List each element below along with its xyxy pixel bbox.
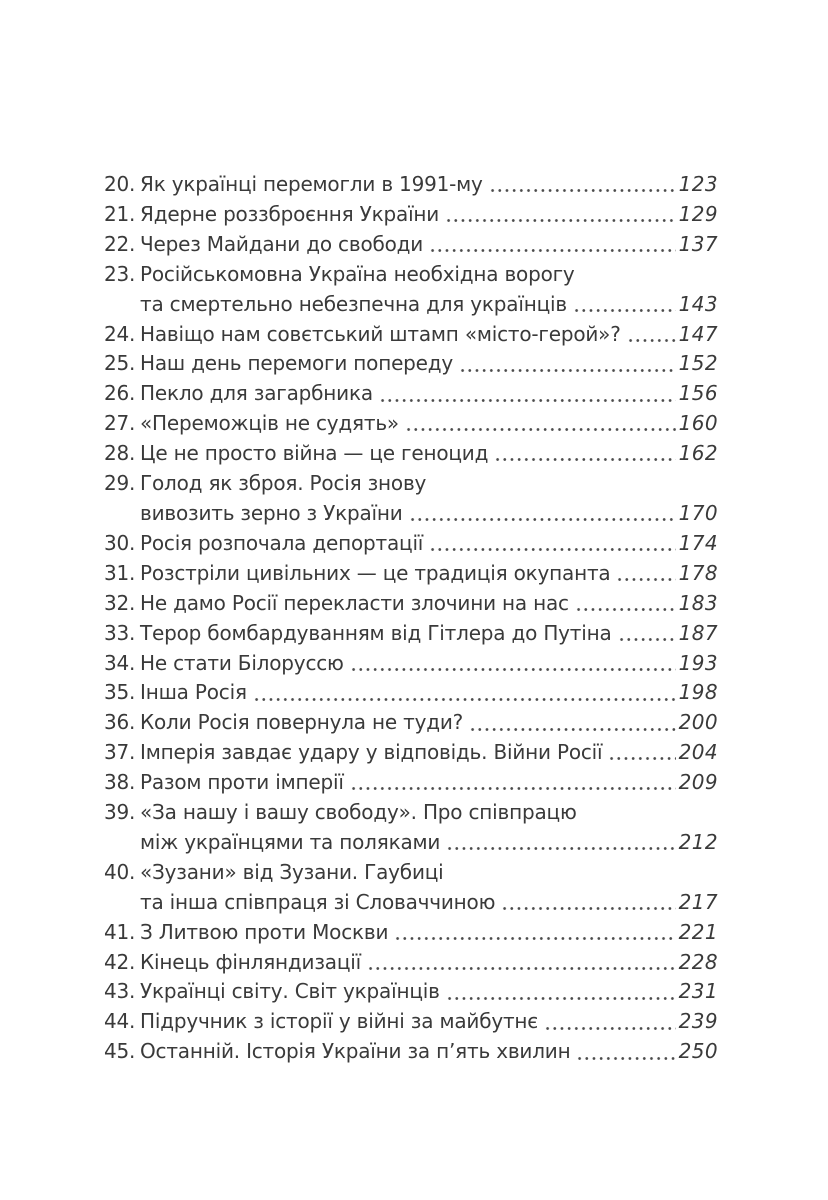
toc-entry-title: Навіщо нам совєтський штамп «місто-герой»? xyxy=(140,321,621,346)
toc-entry-line xyxy=(140,977,718,1007)
toc-entry-page-number: 170 xyxy=(678,500,718,525)
dot-leader xyxy=(576,1037,675,1067)
toc-entry-body xyxy=(140,619,718,649)
toc-entry-page-number: 174 xyxy=(678,530,718,555)
dot-leader xyxy=(409,499,676,529)
toc-entry-line xyxy=(140,230,718,260)
toc-entry xyxy=(104,918,718,948)
dot-leader xyxy=(608,738,675,768)
toc-entry-page-number: 193 xyxy=(678,650,718,675)
toc-entry-body xyxy=(140,678,718,708)
toc-entry-number: 34. xyxy=(104,650,136,675)
toc-entry-number: 24. xyxy=(104,321,136,346)
toc-entry-title: Ядерне роззброєння України xyxy=(140,201,440,226)
toc-entry-number: 30. xyxy=(104,530,136,555)
dot-leader xyxy=(575,589,676,619)
toc-entry xyxy=(104,948,718,978)
toc-entry-line xyxy=(140,678,718,708)
dot-leader xyxy=(367,948,676,978)
toc-entry-line xyxy=(140,349,718,379)
dot-leader xyxy=(616,559,675,589)
toc-entry-title: Інша Росія xyxy=(140,680,247,705)
toc-entry-body xyxy=(140,977,718,1007)
toc-entry-line xyxy=(140,918,718,948)
toc-entry-title: Голод як зброя. Росія знову xyxy=(140,471,427,496)
toc-entry-number: 45. xyxy=(104,1039,136,1064)
toc-entry-page-number: 143 xyxy=(678,291,718,316)
dot-leader xyxy=(459,349,676,379)
toc-entry-line xyxy=(140,409,718,439)
toc-entry-title: Розстріли цивільних — це традиція окупанта xyxy=(140,560,611,585)
toc-entry xyxy=(104,349,718,379)
toc-entry-line xyxy=(140,469,718,499)
toc-entry xyxy=(104,320,718,350)
toc-entry xyxy=(104,649,718,679)
toc-entry-title: «За нашу і вашу свободу». Про співпрацю xyxy=(140,800,577,825)
toc-entry-page-number: 183 xyxy=(678,590,718,615)
toc-entry-line xyxy=(140,200,718,230)
toc-entry-page-number: 137 xyxy=(678,231,718,256)
toc-entry xyxy=(104,230,718,260)
toc-entry-number: 31. xyxy=(104,560,136,585)
toc-entry-body xyxy=(140,439,718,469)
toc-entry xyxy=(104,200,718,230)
dot-leader xyxy=(573,290,676,320)
toc-entry-line xyxy=(140,948,718,978)
dot-leader xyxy=(627,320,676,350)
toc-entry-page-number: 152 xyxy=(678,351,718,376)
toc-entry-body xyxy=(140,708,718,738)
toc-entry-title: Пекло для загарбника xyxy=(140,381,373,406)
toc-entry-title: Як українці перемогли в 1991-му xyxy=(140,172,483,196)
toc-entry-line xyxy=(140,379,718,409)
toc-entry-number: 43. xyxy=(104,979,136,1004)
toc-entry-number: 20. xyxy=(104,172,136,196)
dot-leader xyxy=(394,918,675,948)
toc-entry xyxy=(104,589,718,619)
toc-entry xyxy=(104,619,718,649)
toc-entry-number: 27. xyxy=(104,411,136,436)
toc-entry-number: 38. xyxy=(104,770,136,795)
dot-leader xyxy=(494,439,675,469)
toc-entry-number: 35. xyxy=(104,680,136,705)
toc-entry-line xyxy=(140,828,718,858)
dot-leader xyxy=(405,409,676,439)
toc-entry-page-number: 228 xyxy=(678,949,718,974)
dot-leader xyxy=(350,649,676,679)
toc-entry-body xyxy=(140,379,718,409)
toc-entry xyxy=(104,738,718,768)
toc-entry-number: 40. xyxy=(104,859,136,884)
toc-entry-line xyxy=(140,708,718,738)
toc-entry-title: Наш день перемоги попереду xyxy=(140,351,454,376)
toc-entry-body xyxy=(140,349,718,379)
toc-entry-body xyxy=(140,559,718,589)
toc-entry-line xyxy=(140,738,718,768)
toc-entry-line xyxy=(140,888,718,918)
toc-entry xyxy=(104,439,718,469)
dot-leader xyxy=(501,888,675,918)
toc-entry-line xyxy=(140,320,718,350)
toc-entry-title: вивозить зерно з України xyxy=(140,500,403,525)
toc-entry-number: 21. xyxy=(104,201,136,226)
toc-entry-line xyxy=(140,170,718,200)
toc-entry-page-number: 250 xyxy=(678,1039,718,1064)
toc-entry-page-number: 217 xyxy=(678,889,718,914)
toc-entry-number: 26. xyxy=(104,381,136,406)
toc-entry-title: «Переможців не судять» xyxy=(140,411,399,436)
toc-entry-body xyxy=(140,529,718,559)
dot-leader xyxy=(429,230,676,260)
toc-entry-body xyxy=(140,320,718,350)
toc-entry-title: Росія розпочала депортації xyxy=(140,530,424,555)
toc-entry-page-number: 198 xyxy=(678,680,718,705)
toc-entry-number: 28. xyxy=(104,441,136,466)
toc-entry-title: та смертельно небезпечна для українців xyxy=(140,291,567,316)
toc-entry-line xyxy=(140,260,718,290)
toc-entry-line xyxy=(140,768,718,798)
toc-entry xyxy=(104,768,718,798)
table-of-contents xyxy=(104,170,718,1067)
toc-entry-title: Терор бомбардуванням від Гітлера до Путіна xyxy=(140,620,612,645)
toc-entry-body xyxy=(140,1007,718,1037)
toc-entry-number: 25. xyxy=(104,351,136,376)
toc-entry xyxy=(104,858,718,918)
toc-entry xyxy=(104,409,718,439)
toc-entry-line xyxy=(140,290,718,320)
toc-entry-page-number: 209 xyxy=(678,770,718,795)
toc-entry-page-number: 200 xyxy=(678,710,718,735)
toc-entry xyxy=(104,708,718,738)
toc-entry-body xyxy=(140,589,718,619)
toc-entry xyxy=(104,379,718,409)
toc-entry-page-number: 231 xyxy=(678,979,718,1004)
toc-entry-number: 41. xyxy=(104,919,136,944)
dot-leader xyxy=(489,170,676,200)
dot-leader xyxy=(469,708,676,738)
toc-entry-line xyxy=(140,858,718,888)
toc-entry-line xyxy=(140,1007,718,1037)
toc-entry-page-number: 123 xyxy=(678,172,718,196)
toc-entry-title: між українцями та поляками xyxy=(140,829,441,854)
toc-entry-body xyxy=(140,230,718,260)
dot-leader xyxy=(429,529,675,559)
toc-entry-number: 33. xyxy=(104,620,136,645)
toc-entry-line xyxy=(140,798,718,828)
toc-entry-line xyxy=(140,439,718,469)
toc-entry xyxy=(104,260,718,320)
toc-entry-line xyxy=(140,529,718,559)
toc-entry-page-number: 162 xyxy=(678,441,718,466)
toc-entry-number: 32. xyxy=(104,590,136,615)
toc-entry-page-number: 129 xyxy=(678,201,718,226)
toc-entry-body xyxy=(140,260,718,320)
toc-entry-title: Кінець фінляндизації xyxy=(140,949,361,974)
toc-entry-title: Українці світу. Світ українців xyxy=(140,979,440,1004)
toc-entry-page-number: 187 xyxy=(678,620,718,645)
toc-entry-page-number: 156 xyxy=(678,381,718,406)
toc-entry-title: Через Майдани до свободи xyxy=(140,231,424,256)
dot-leader xyxy=(379,379,676,409)
toc-entry-number: 23. xyxy=(104,261,136,286)
toc-entry-body xyxy=(140,409,718,439)
toc-entry-title: Це не просто війна — це геноцид xyxy=(140,441,489,466)
toc-entry-line xyxy=(140,559,718,589)
toc-entry-number: 39. xyxy=(104,800,136,825)
toc-entry-line xyxy=(140,619,718,649)
dot-leader xyxy=(350,768,676,798)
toc-entry xyxy=(104,1007,718,1037)
toc-entry-body xyxy=(140,918,718,948)
toc-entry-number: 44. xyxy=(104,1009,136,1034)
toc-entry-number: 29. xyxy=(104,471,136,496)
toc-entry-page-number: 160 xyxy=(678,411,718,436)
toc-entry-page-number: 204 xyxy=(678,740,718,765)
toc-entry-number: 37. xyxy=(104,740,136,765)
toc-entry-page-number: 178 xyxy=(678,560,718,585)
toc-entry-body xyxy=(140,858,718,918)
toc-entry-title: Разом проти імперії xyxy=(140,770,344,795)
toc-entry-body xyxy=(140,798,718,858)
toc-entry xyxy=(104,1037,718,1067)
toc-entry-body xyxy=(140,948,718,978)
toc-entry-line xyxy=(140,1037,718,1067)
toc-entry-page-number: 239 xyxy=(678,1009,718,1034)
toc-entry-body xyxy=(140,200,718,230)
dot-leader xyxy=(445,200,676,230)
toc-entry-title: Не стати Білоруссю xyxy=(140,650,344,675)
toc-entry xyxy=(104,170,718,200)
toc-entry-body xyxy=(140,1037,718,1067)
dot-leader xyxy=(446,977,676,1007)
dot-leader xyxy=(446,828,675,858)
toc-entry-title: Російськомовна Україна необхідна ворогу xyxy=(140,261,575,286)
toc-entry-title: Імперія завдає удару у відповідь. Війни Росії xyxy=(140,740,603,765)
toc-entry-body xyxy=(140,170,718,200)
toc-entry xyxy=(104,469,718,529)
toc-entry-number: 22. xyxy=(104,231,136,256)
toc-entry-title: «Зузани» від Зузани. Гаубиці xyxy=(140,859,444,884)
toc-entry-body xyxy=(140,469,718,529)
toc-entry xyxy=(104,977,718,1007)
dot-leader xyxy=(253,678,676,708)
toc-entry-title: Останній. Історія України за п’ять хвилин xyxy=(140,1039,571,1064)
toc-entry-number: 36. xyxy=(104,710,136,735)
toc-entry xyxy=(104,678,718,708)
dot-leader xyxy=(618,619,676,649)
dot-leader xyxy=(544,1007,676,1037)
toc-entry-title: Підручник з історії у війні за майбутнє xyxy=(140,1009,539,1034)
toc-entry-number: 42. xyxy=(104,949,136,974)
toc-entry xyxy=(104,798,718,858)
toc-entry-body xyxy=(140,738,718,768)
toc-entry-line xyxy=(140,589,718,619)
toc-entry-title: Коли Росія повернула не туди? xyxy=(140,710,464,735)
toc-entry-title: та інша співпраця зі Словаччиною xyxy=(140,889,496,914)
toc-entry-title: Не дамо Росії перекласти злочини на нас xyxy=(140,590,569,615)
toc-entry-line xyxy=(140,499,718,529)
toc-entry-body xyxy=(140,649,718,679)
toc-entry-page-number: 212 xyxy=(678,829,718,854)
toc-entry-body xyxy=(140,768,718,798)
toc-entry-title: З Литвою проти Москви xyxy=(140,919,389,944)
toc-entry xyxy=(104,559,718,589)
toc-entry-page-number: 147 xyxy=(678,321,718,346)
toc-entry-page-number: 221 xyxy=(678,919,718,944)
toc-entry-line xyxy=(140,649,718,679)
toc-entry xyxy=(104,529,718,559)
